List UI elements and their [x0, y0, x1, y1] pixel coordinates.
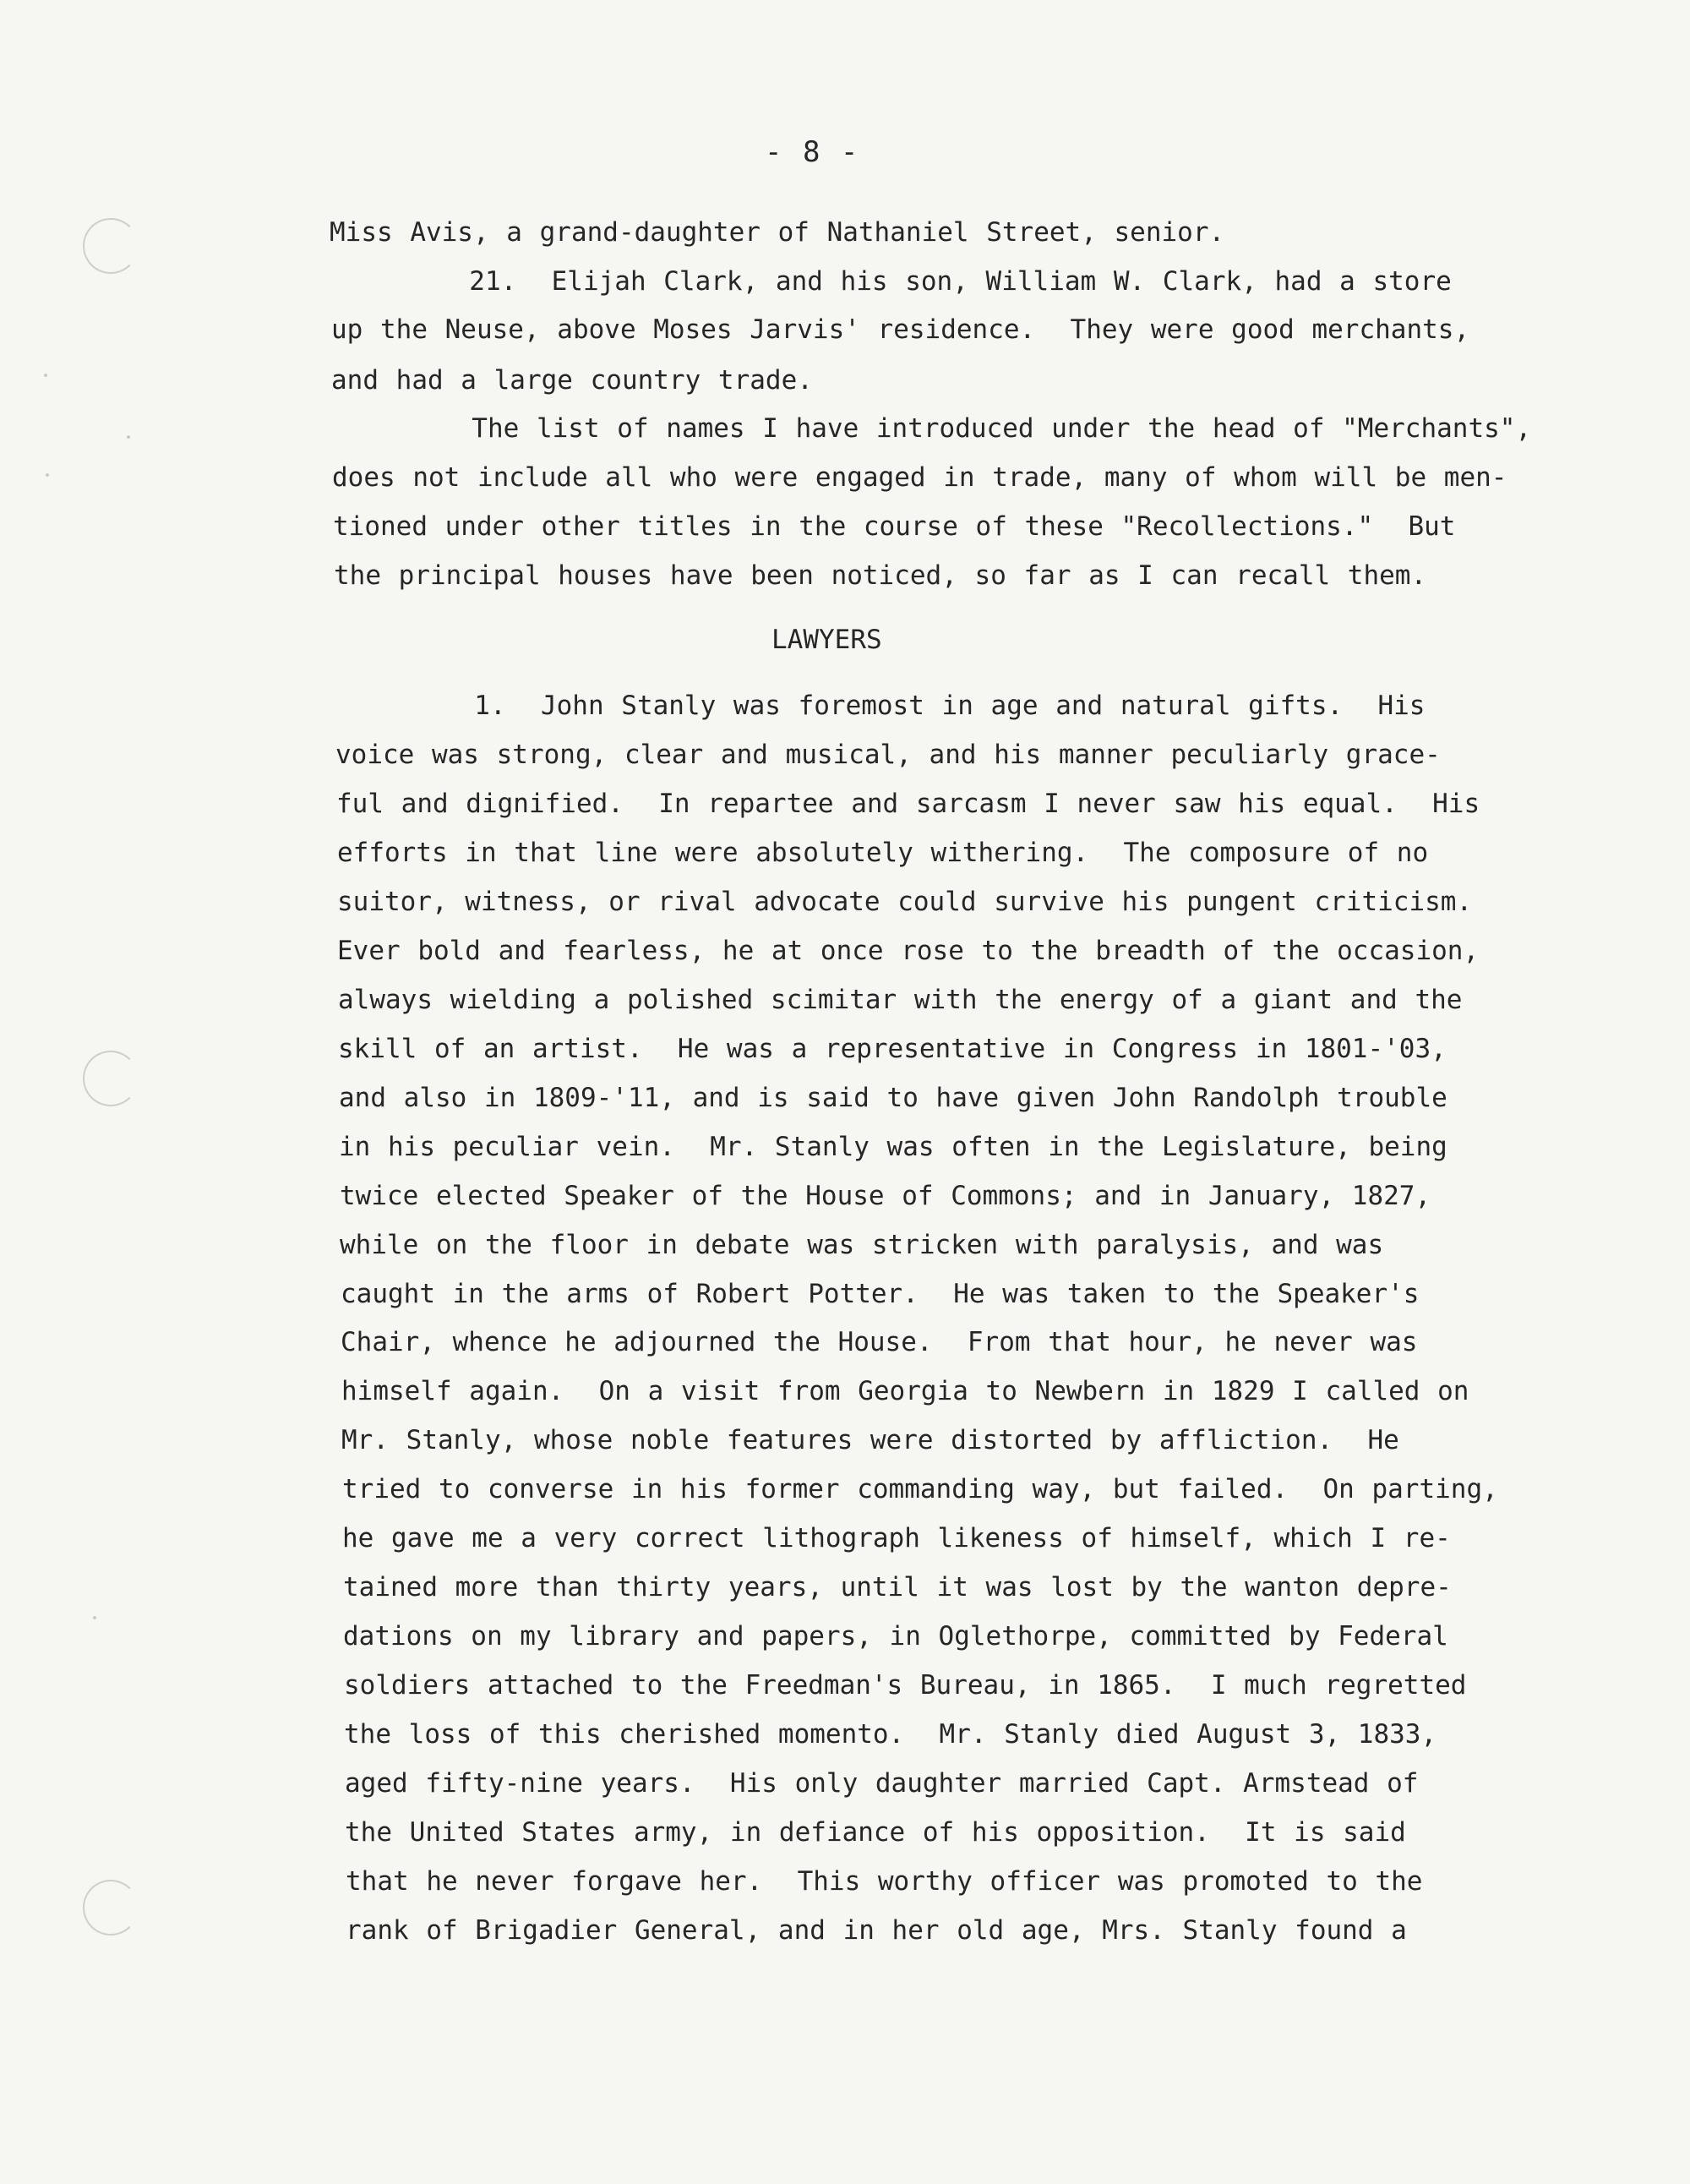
- paper-speck: [93, 1616, 96, 1619]
- text-line: skill of an artist. He was a representative in Congress in 1801-'03,: [338, 1034, 1447, 1064]
- text-line: efforts in that line were absolutely withering. The composure of no: [337, 838, 1429, 868]
- text-line: tioned under other titles in the course of these "Recollections." But: [333, 511, 1456, 542]
- text-line: suitor, witness, or rival advocate could survive his pungent criticism.: [337, 887, 1473, 917]
- text-line: Mr. Stanly, whose noble features were distorted by affliction. He: [341, 1425, 1399, 1455]
- text-line: that he never forgave her. This worthy officer was promoted to the: [346, 1866, 1423, 1897]
- punch-hole-bottom: [83, 1880, 139, 1936]
- text-line: the loss of this cherished momento. Mr. Stanly died August 3, 1833,: [344, 1719, 1437, 1750]
- text-line: up the Neuse, above Moses Jarvis' residence. They were good merchants,: [331, 314, 1470, 345]
- text-line: ful and dignified. In repartee and sarcasm I never saw his equal. His: [336, 789, 1480, 819]
- punch-hole-top: [83, 218, 139, 274]
- text-line: does not include all who were engaged in trade, many of whom will be men-: [332, 462, 1507, 493]
- text-line: he gave me a very correct lithograph likeness of himself, which I re-: [342, 1523, 1451, 1553]
- text-line: Miss Avis, a grand-daughter of Nathaniel Street, senior.: [330, 217, 1225, 248]
- text-line: The list of names I have introduced under the head of "Merchants",: [332, 413, 1532, 444]
- text-line: and also in 1809-'11, and is said to have given John Randolph trouble: [339, 1083, 1447, 1113]
- text-line: rank of Brigadier General, and in her old age, Mrs. Stanly found a: [346, 1915, 1407, 1946]
- text-line: and had a large country trade.: [331, 365, 813, 396]
- text-line: Chair, whence he adjourned the House. From that hour, he never was: [341, 1327, 1418, 1357]
- text-line: always wielding a polished scimitar with the energy of a giant and the: [338, 985, 1463, 1015]
- paper-speck: [127, 435, 130, 439]
- text-line: himself again. On a visit from Georgia to Newbern in 1829 I called on: [341, 1376, 1469, 1406]
- section-heading-lawyers: LAWYERS: [771, 625, 882, 655]
- punch-hole-middle: [83, 1051, 139, 1106]
- text-line: dations on my library and papers, in Oglethorpe, committed by Federal: [343, 1621, 1448, 1652]
- paper-speck: [46, 473, 49, 477]
- text-line: caught in the arms of Robert Potter. He was taken to the Speaker's: [341, 1279, 1420, 1309]
- page-number: - 8 -: [765, 135, 860, 169]
- text-line: the United States army, in defiance of his opposition. It is said: [345, 1817, 1406, 1848]
- text-line: 1. John Stanly was foremost in age and natural gifts. His: [335, 691, 1426, 721]
- text-line: while on the floor in debate was stricken with paralysis, and was: [340, 1230, 1384, 1260]
- text-line: in his peculiar vein. Mr. Stanly was often in the Legislature, being: [339, 1132, 1447, 1162]
- text-line: the principal houses have been noticed, so far as I can recall them.: [334, 560, 1427, 591]
- text-line: Ever bold and fearless, he at once rose to the breadth of the occasion,: [337, 936, 1480, 966]
- paper-speck: [44, 374, 47, 377]
- text-line: aged fifty-nine years. His only daughter married Capt. Armstead of: [345, 1768, 1419, 1799]
- text-line: voice was strong, clear and musical, and his manner peculiarly grace-: [335, 740, 1441, 770]
- text-line: tained more than thirty years, until it was lost by the wanton depre-: [343, 1572, 1452, 1603]
- text-line: soldiers attached to the Freedman's Bureau, in 1865. I much regretted: [344, 1670, 1467, 1701]
- text-line: tried to converse in his former commanding way, but failed. On parting,: [342, 1474, 1498, 1504]
- text-line: twice elected Speaker of the House of Commons; and in January, 1827,: [340, 1181, 1431, 1211]
- text-line: 21. Elijah Clark, and his son, William W. Clark, had a store: [330, 266, 1452, 297]
